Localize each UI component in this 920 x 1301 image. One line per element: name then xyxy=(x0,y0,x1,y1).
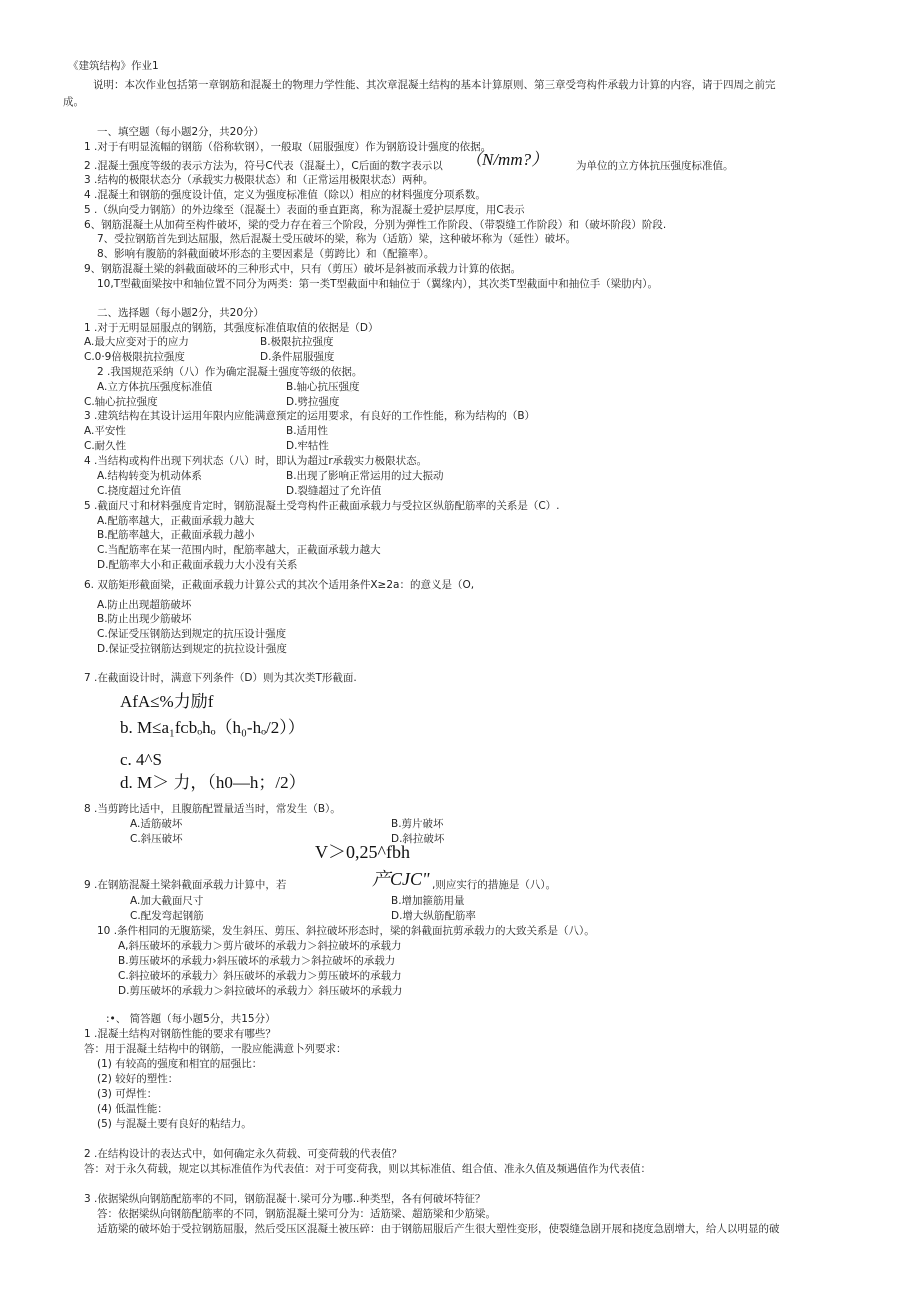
fill-q2-cont: 为单位的立方体抗压强度标准值。 xyxy=(576,160,734,172)
choice-q9-cont: ,则应实行的措施是（八）。 xyxy=(432,879,557,891)
short-q2: 2 .在结构设计的表达式中，如何确定永久荷载、可变荷载的代表值？ xyxy=(84,1148,402,1160)
choice-q3-option-a: A.平安性 xyxy=(84,425,126,437)
fill-q7: 7、受拉钢筋首先到达屈服，然后混凝土受压破坏的梁，称为（适筋）梁，这种破坏称为（延性）破坏。 xyxy=(97,233,577,245)
choice-q2-option-d: D.劈拉强度 xyxy=(286,396,340,408)
choice-q9: 9 .在钢筋混凝土梁斜截面承载力计算中，若 xyxy=(84,879,287,891)
fill-q5: 5 .（纵向受力钢筋）的外边缘至（混凝土）表面的垂直距离，称为混凝土爱护层厚度，用C表示 xyxy=(84,204,525,216)
short-a3-text: 适筋梁的破坏始于受拉钢筋屈服，然后受压区混凝土被压碎：由于钢筋屈服后产生很大塑性变形，使裂缝急剧开展和挠度急剧增大，给人以明显的破 xyxy=(97,1223,780,1235)
choice-q10-option-c: C.斜拉破坏的承载力〉斜压破坏的承载力＞剪压破坏的承载力 xyxy=(118,970,402,982)
choice-q9-option-a: A.加大截面尺寸 xyxy=(130,895,204,907)
choice-q8-option-b: B.剪片破坏 xyxy=(391,818,444,830)
choice-q1-option-b: B.极限抗拉强度 xyxy=(260,336,334,348)
choice-q4-option-d: D.裂缝超过了允许值 xyxy=(286,485,382,497)
choice-q10-option-d: D.剪压破坏的承载力＞斜拉破坏的承载力〉斜压破坏的承载力 xyxy=(118,985,403,997)
fill-q4: 4 .混凝土和钢筋的强度设计值，定义为强度标准值（除以）相应的材料强度分项系数。 xyxy=(84,189,486,201)
choice-q1-option-a: A.最大应变对于的应力 xyxy=(84,336,189,348)
choice-q5-option-b: B.配筋率越大，正截面承载力越小 xyxy=(97,529,255,541)
section-heading-short: :•、 简答题（每小题5分，共15分） xyxy=(106,1013,276,1025)
short-q1: 1 .混凝土结构对钢筋性能的要求有哪些？ xyxy=(84,1028,276,1040)
choice-q3-option-d: D.牢牯性 xyxy=(286,440,329,452)
choice-q1: 1 .对于无明显屈服点的钢筋，其强度标准值取值的依据是（D） xyxy=(84,322,379,334)
choice-q8-option-a: A.适筋破坏 xyxy=(130,818,183,830)
section-heading-fill: 一、填空题（每小题2分，共20分） xyxy=(97,126,265,138)
choice-q6-option-c: C.保证受压钢筋达到规定的抗压设计强度 xyxy=(97,628,287,640)
choice-q8: 8 .当剪跨比适中，且腹筋配置量适当时，常发生（B）。 xyxy=(84,803,341,815)
doc-title: 《建筑结构》作业1 xyxy=(68,60,159,72)
choice-q6-option-a: A.防止出现超筋破坏 xyxy=(97,599,192,611)
choice-q9-formula-v: V＞0,25^fbh xyxy=(315,842,410,862)
choice-q7-option-b: b. M≤a₁fᴄbₒhₒ（h₀-hₒ/2）） xyxy=(120,718,305,737)
choice-q6-option-b: B.防止出现少筋破坏 xyxy=(97,613,192,625)
short-a1-item: (4) 低温性能： xyxy=(97,1103,168,1115)
choice-q1-option-d: D.条件屈服强度 xyxy=(260,351,335,363)
choice-q3-option-c: C.耐久性 xyxy=(84,440,127,452)
doc-intro-cont: 成。 xyxy=(63,96,84,108)
choice-q10-option-a: A,斜压破坏的承载力＞剪片破坏的承载力＞斜拉破坏的承载力 xyxy=(118,940,402,952)
choice-q4-option-a: A.结构转变为机动体系 xyxy=(97,470,202,482)
choice-q9-formula-c: 产CJC" xyxy=(372,869,430,889)
fill-q8: 8、影响有腹筋的斜截面破坏形态的主要因素是（剪跨比）和（配箍率）。 xyxy=(97,248,435,260)
choice-q7-option-d: d. M＞ 力，（h0—h；/2） xyxy=(120,773,306,792)
choice-q1-option-c: C.0·9倍极限抗拉强度 xyxy=(84,351,185,363)
doc-intro: 说明：本次作业包括第一章钢筋和混凝土的物理力学性能、其次章混凝土结构的基本计算原则、第三章受弯构件承载力计算的内容，请于四周之前完 xyxy=(93,79,776,91)
fill-q9: 9、钢筋混凝土梁的斜截面破坏的三种形式中，只有（剪压）破坏是斜被而承载力计算的依据。 xyxy=(84,263,522,275)
choice-q5-option-d: D.配筋率大小和正截面承载力大小没有关系 xyxy=(97,559,298,571)
short-q3: 3 .依据梁纵向钢筋配筋率的不同，钢筋混凝十.梁可分为哪..种类型，各有何破坏特征？ xyxy=(84,1193,486,1205)
choice-q4-option-c: C.挠度超过允许值 xyxy=(97,485,182,497)
choice-q6: 6. 双筋矩形截面梁，正截面承载力计算公式的其次个适用条件X≥2a：的意义是（O, xyxy=(84,579,475,591)
fill-q10: 10,T型截面梁按中和轴位置不同分为两类：第一类T型截面中和轴位于（翼缘内），其次类T型截面中和抽位手（梁肋内）。 xyxy=(97,278,658,290)
short-a2: 答：对于永久荷载，规定以其标准值作为代表值：对于可变荷我，则以其标准值、组合值、准永久值及频遇值作为代表值： xyxy=(84,1163,651,1175)
short-a1: 答：用于混凝土结构中的钢筋，一股应能满意卜列要求： xyxy=(84,1043,347,1055)
choice-q8-option-d: D.斜拉破坏 xyxy=(391,833,445,845)
choice-q7: 7 .在截面设计时，满意下列条件（D）则为其次类T形截面. xyxy=(84,672,357,684)
choice-q9-option-c: C.配发弯起钢筋 xyxy=(130,910,204,922)
fill-q1: 1 .对于有明显流幅的钢筋（俗称软钢），一般取（屈服强度）作为钢筋设计强度的依据。 xyxy=(84,141,492,153)
choice-q6-option-d: D.保证受拉钢筋达到规定的抗拉设计强度 xyxy=(97,643,287,655)
choice-q9-option-b: B.增加箍筋用量 xyxy=(391,895,465,907)
fill-q3: 3 .结构的极限状态分（承载实力极限状态）和（正常运用极限状态）两种。 xyxy=(84,174,434,186)
choice-q3-option-b: B.适用性 xyxy=(286,425,329,437)
choice-q2-option-b: B.轴心抗压强度 xyxy=(286,381,360,393)
choice-q3: 3 .建筑结构在其设计运用年限内应能满意预定的运用要求，有良好的工作性能，称为结构的（B） xyxy=(84,410,536,422)
section-heading-choice: 二、选择题（每小题2分，共20分） xyxy=(97,307,265,319)
choice-q4: 4 .当结构或构件出现下列状态（八）时，即认为超过r承载实力极限状态。 xyxy=(84,455,428,467)
short-a1-item: (1) 有较高的强度和相宜的屈强比： xyxy=(97,1058,263,1070)
fill-q2: 2 .混凝土强度等级的表示方法为，符号C代表（混凝土），C后面的数字表示以 xyxy=(84,160,443,172)
choice-q5-option-c: C.当配筋率在某一范围内时，配筋率越大，正截面承载力越大 xyxy=(97,544,381,556)
choice-q5-option-a: A.配筋率越大，正截面承载力越大 xyxy=(97,515,255,527)
choice-q5: 5 .截面尺寸和材料强度肯定时，钢筋混凝土受弯构件正截面承载力与受拉区纵筋配筋率的关系是（C）. xyxy=(84,500,560,512)
choice-q10-option-b: B.剪压破坏的承载力›斜压破坏的承载力＞斜拉破坏的承载力 xyxy=(118,955,396,967)
choice-q2-option-c: C.轴心抗拉强度 xyxy=(84,396,158,408)
choice-q9-option-d: D.增大纵筋配筋率 xyxy=(391,910,476,922)
choice-q4-option-b: B.出现了影响正常运用的过大振动 xyxy=(286,470,444,482)
choice-q8-option-c: C.斜压破坏 xyxy=(130,833,183,845)
short-a1-item: (2) 较好的塑性： xyxy=(97,1073,179,1085)
choice-q7-option-c: c. 4^S xyxy=(120,750,162,769)
fill-q6: 6、钢筋混凝土从加荷至构件破坏，梁的受力存在着三个阶段，分别为弹性工作阶段、（带裂缝工作阶段）和（破坏阶段）阶段. xyxy=(84,219,667,231)
short-a3: 答：依据梁纵向钢筋配筋率的不同，钢筋混凝土梁可分为：适筋梁、超筋梁和少筋梁。 xyxy=(97,1208,496,1220)
choice-q2: 2 .我国规范采纳（八）作为确定混凝土强度等级的依据。 xyxy=(97,366,363,378)
short-a1-item: (3) 可焊性： xyxy=(97,1088,158,1100)
choice-q10: 10 .条件相同的无腹筋梁，发生斜压、剪压、斜拉破坏形态时，梁的斜截面抗剪承载力的大致关系是（八）。 xyxy=(97,925,595,937)
fill-q2-unit: （N/mm?） xyxy=(465,150,549,169)
choice-q7-option-a: AfA≤%力励f xyxy=(120,692,214,711)
choice-q2-option-a: A.立方体抗压强度标准值 xyxy=(97,381,213,393)
short-a1-item: (5) 与混凝土要有良好的粘结力。 xyxy=(97,1118,252,1130)
